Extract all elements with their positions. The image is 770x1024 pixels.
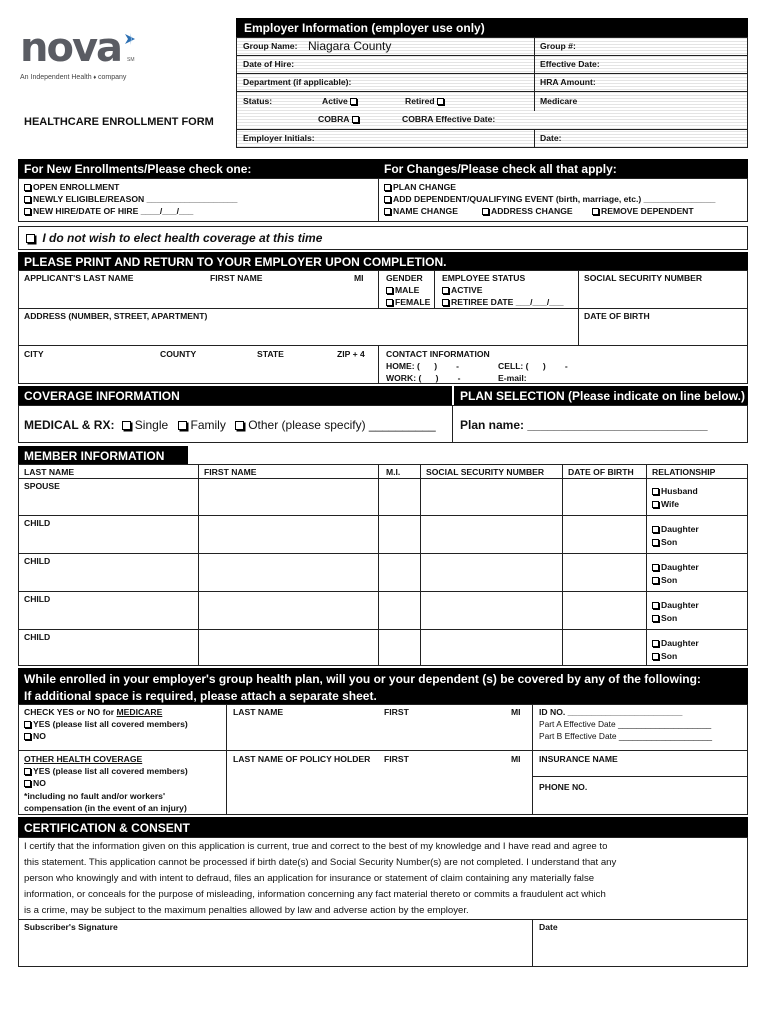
- status-retired-option[interactable]: Retired: [405, 97, 446, 106]
- daughter-option[interactable]: Daughter: [652, 563, 699, 572]
- logo-mark: SM: [127, 57, 135, 63]
- certification-line-4: information, or conceals for the purpose of misleading, information concerning any fact material thereto or commits a fraudulent act which: [24, 889, 606, 900]
- home-phone-label: HOME: ( ) -: [386, 361, 460, 371]
- cobra-effective-date-label: COBRA Effective Date:: [402, 114, 496, 124]
- decline-option[interactable]: I do not wish to elect health coverage at this time: [26, 232, 322, 244]
- effective-date-label: Effective Date:: [540, 59, 600, 69]
- medical-rx-label: MEDICAL & RX: Single Family Other (please specify) __________: [24, 418, 436, 432]
- other-coverage-header: [18, 668, 748, 704]
- medicare-label: Medicare: [540, 96, 578, 106]
- other-coverage-line-2: If additional space is required, please attach a separate sheet.: [24, 689, 377, 703]
- wife-checkbox-icon[interactable]: [652, 501, 659, 508]
- son-checkbox-icon[interactable]: [652, 615, 659, 622]
- applicant-box: [18, 270, 748, 384]
- plan-name-field[interactable]: Plan name: ___________________________: [460, 418, 708, 432]
- county-label: COUNTY: [160, 349, 197, 359]
- new-enrollments-header: For New Enrollments/Please check one:: [18, 159, 378, 178]
- medicare-last-name-label: LAST NAME: [233, 707, 284, 717]
- employer-date-label: Date:: [540, 133, 562, 143]
- date-of-hire-label: Date of Hire:: [243, 59, 295, 69]
- son-option[interactable]: Son: [652, 576, 677, 585]
- status-active-option[interactable]: Active: [322, 97, 359, 106]
- active-checkbox-icon[interactable]: [350, 98, 357, 105]
- medicare-yes-option[interactable]: YES (please list all covered members): [24, 720, 188, 729]
- no-fault-note-2: compensation (in the event of an injury): [24, 803, 187, 813]
- daughter-option[interactable]: Daughter: [652, 639, 699, 648]
- wife-option[interactable]: Wife: [652, 500, 679, 509]
- employee-active-checkbox-icon[interactable]: [442, 287, 449, 294]
- medicare-first-label: FIRST: [384, 707, 409, 717]
- remove-dependent-checkbox-icon[interactable]: [592, 208, 599, 215]
- daughter-checkbox-icon[interactable]: [652, 564, 659, 571]
- part-b-date-label: Part B Effective Date ____________________: [539, 731, 713, 741]
- department-label: Department (if applicable):: [243, 77, 352, 87]
- member-table: [18, 464, 748, 666]
- subscriber-signature-label: Subscriber's Signature: [24, 922, 118, 932]
- other-yes-checkbox-icon[interactable]: [24, 768, 31, 775]
- member-col-relationship: RELATIONSHIP: [652, 467, 716, 477]
- member-row-label: CHILD: [24, 594, 51, 604]
- group-name-label: Group Name:: [243, 41, 298, 51]
- family-option[interactable]: Family: [178, 418, 226, 432]
- plan-selection-header: PLAN SELECTION (Please indicate on line below.): [454, 386, 748, 405]
- other-coverage-line-1: While enrolled in your employer's group health plan, will you or your dependent (s) be covered by any of the following:: [24, 672, 701, 686]
- son-checkbox-icon[interactable]: [652, 577, 659, 584]
- member-row-label: CHILD: [24, 556, 51, 566]
- other-health-coverage-label: OTHER HEALTH COVERAGE: [24, 754, 143, 764]
- other-yes-option[interactable]: YES (please list all covered members): [24, 767, 188, 776]
- member-col-ssn: SOCIAL SECURITY NUMBER: [426, 467, 545, 477]
- certification-header: CERTIFICATION & CONSENT: [18, 817, 748, 837]
- member-col-first-name: FIRST NAME: [204, 467, 257, 477]
- member-info-header: MEMBER INFORMATION: [18, 446, 188, 464]
- retired-checkbox-icon[interactable]: [437, 98, 444, 105]
- insurance-name-label: INSURANCE NAME: [539, 754, 618, 764]
- subscriber-signature-field[interactable]: [19, 934, 531, 966]
- certification-line-3: person who knowingly and with intent to defraud, files an application for insurance or statement of claim containing any materially false: [24, 873, 595, 884]
- address-label: ADDRESS (NUMBER, STREET, APARTMENT): [24, 311, 208, 321]
- status-label: Status:: [243, 96, 273, 106]
- group-number-label: Group #:: [540, 41, 576, 51]
- applicant-first-name-label: FIRST NAME: [210, 273, 263, 283]
- logo-star-icon: [123, 32, 137, 46]
- other-first-label: FIRST: [384, 754, 409, 764]
- employer-initials-label: Employer Initials:: [243, 133, 315, 143]
- new-hire-checkbox-icon[interactable]: [24, 208, 31, 215]
- member-row-label: SPOUSE: [24, 481, 60, 491]
- no-fault-note-1: *including no fault and/or workers': [24, 791, 165, 801]
- member-col-last-name: LAST NAME: [24, 467, 75, 477]
- phone-no-label: PHONE NO.: [539, 782, 588, 792]
- husband-option[interactable]: Husband: [652, 487, 698, 496]
- newly-eligible-option[interactable]: NEWLY ELIGIBLE/REASON ___________________: [24, 195, 237, 204]
- address-change-option[interactable]: ADDRESS CHANGE: [482, 207, 573, 216]
- plan-change-checkbox-icon[interactable]: [384, 184, 391, 191]
- other-checkbox-icon[interactable]: [235, 421, 244, 430]
- daughter-option[interactable]: Daughter: [652, 525, 699, 534]
- certification-line-1: I certify that the information given on this application is current, true and correct to the best of my knowledge and I have read and agree to: [24, 841, 608, 852]
- retiree-date-option[interactable]: RETIREE DATE ___/___/___: [442, 298, 564, 307]
- group-name-value[interactable]: Niagara County: [308, 39, 392, 53]
- retiree-checkbox-icon[interactable]: [442, 299, 449, 306]
- work-phone-label: WORK: ( ) -: [386, 373, 461, 383]
- medicare-check-label: CHECK YES or NO for MEDICARE: [24, 707, 163, 717]
- other-no-option[interactable]: NO: [24, 779, 46, 788]
- medicare-no-checkbox-icon[interactable]: [24, 733, 31, 740]
- applicant-last-name-label: APPLICANT'S LAST NAME: [24, 273, 134, 283]
- female-option[interactable]: FEMALE: [386, 298, 430, 307]
- certification-line-2: this statement. This application cannot be processed if birth date(s) and Social Security Number(s) are not completed. I understand that any: [24, 857, 617, 868]
- other-mi-label: MI: [511, 754, 521, 764]
- signature-date-label: Date: [539, 922, 558, 932]
- email-label: E-mail:: [498, 373, 527, 383]
- zip-label: ZIP + 4: [337, 349, 365, 359]
- new-hire-option[interactable]: NEW HIRE/DATE OF HIRE ____/___/___: [24, 207, 193, 216]
- open-enrollment-checkbox-icon[interactable]: [24, 184, 31, 191]
- daughter-checkbox-icon[interactable]: [652, 640, 659, 647]
- logo-wordmark: nova: [20, 25, 122, 71]
- address-change-checkbox-icon[interactable]: [482, 208, 489, 215]
- daughter-option[interactable]: Daughter: [652, 601, 699, 610]
- city-label: CITY: [24, 349, 44, 359]
- employee-status-label: EMPLOYEE STATUS: [442, 273, 526, 283]
- son-option[interactable]: Son: [652, 538, 677, 547]
- form-title: HEALTHCARE ENROLLMENT FORM: [24, 116, 214, 128]
- signature-date-field[interactable]: [533, 934, 747, 966]
- gender-label: GENDER: [386, 273, 423, 283]
- name-change-checkbox-icon[interactable]: [384, 208, 391, 215]
- open-enrollment-option[interactable]: OPEN ENROLLMENT: [24, 183, 119, 192]
- cell-phone-label: CELL: ( ) -: [498, 361, 568, 371]
- member-row-label: CHILD: [24, 518, 51, 528]
- son-option[interactable]: Son: [652, 652, 677, 661]
- other-option[interactable]: Other (please specify) __________: [235, 418, 435, 432]
- medicare-id-label: ID NO. ________________________: [539, 707, 683, 717]
- add-dependent-option[interactable]: ADD DEPENDENT/QUALIFYING EVENT (birth, marriage, etc.) _______________: [384, 195, 715, 204]
- employer-info-header: Employer Information (employer use only): [236, 18, 748, 37]
- state-label: STATE: [257, 349, 284, 359]
- medicare-yes-checkbox-icon[interactable]: [24, 721, 31, 728]
- daughter-checkbox-icon[interactable]: [652, 526, 659, 533]
- policy-holder-last-name-label: LAST NAME OF POLICY HOLDER: [233, 754, 371, 764]
- contact-info-label: CONTACT INFORMATION: [386, 349, 490, 359]
- print-return-header: PLEASE PRINT AND RETURN TO YOUR EMPLOYER UPON COMPLETION.: [18, 252, 748, 270]
- member-row-label: CHILD: [24, 632, 51, 642]
- medicare-no-option[interactable]: NO: [24, 732, 46, 741]
- male-checkbox-icon[interactable]: [386, 287, 393, 294]
- medicare-mi-label: MI: [511, 707, 521, 717]
- remove-dependent-option[interactable]: REMOVE DEPENDENT: [592, 207, 694, 216]
- applicant-mi-label: MI: [354, 273, 364, 283]
- name-change-option[interactable]: NAME CHANGE: [384, 207, 458, 216]
- logo-tagline: An Independent Health ♦ company: [20, 74, 127, 81]
- logo: [20, 25, 140, 83]
- plan-change-option[interactable]: PLAN CHANGE: [384, 183, 456, 192]
- status-cobra-option[interactable]: COBRA: [318, 115, 361, 124]
- coverage-header: COVERAGE INFORMATION: [18, 386, 452, 405]
- female-checkbox-icon[interactable]: [386, 299, 393, 306]
- daughter-checkbox-icon[interactable]: [652, 602, 659, 609]
- male-option[interactable]: MALE: [386, 286, 419, 295]
- hra-amount-label: HRA Amount:: [540, 77, 596, 87]
- single-option[interactable]: Single: [122, 418, 168, 432]
- son-option[interactable]: Son: [652, 614, 677, 623]
- husband-checkbox-icon[interactable]: [652, 488, 659, 495]
- changes-header: For Changes/Please check all that apply:: [378, 159, 748, 178]
- family-checkbox-icon[interactable]: [178, 421, 187, 430]
- other-no-checkbox-icon[interactable]: [24, 780, 31, 787]
- employee-active-option[interactable]: ACTIVE: [442, 286, 483, 295]
- employer-info-box: [236, 37, 748, 148]
- cobra-checkbox-icon[interactable]: [352, 116, 359, 123]
- decline-checkbox-icon[interactable]: [26, 234, 35, 243]
- single-checkbox-icon[interactable]: [122, 421, 131, 430]
- add-dependent-checkbox-icon[interactable]: [384, 196, 391, 203]
- son-checkbox-icon[interactable]: [652, 653, 659, 660]
- member-col-mi: M.I.: [386, 467, 401, 477]
- certification-line-5: is a crime, may be subject to the maximum penalties allowed by law and adverse action by the employer.: [24, 905, 469, 916]
- member-col-dob: DATE OF BIRTH: [568, 467, 634, 477]
- part-a-date-label: Part A Effective Date ____________________: [539, 719, 712, 729]
- ssn-label: SOCIAL SECURITY NUMBER: [584, 273, 703, 283]
- son-checkbox-icon[interactable]: [652, 539, 659, 546]
- newly-eligible-checkbox-icon[interactable]: [24, 196, 31, 203]
- dob-label: DATE OF BIRTH: [584, 311, 650, 321]
